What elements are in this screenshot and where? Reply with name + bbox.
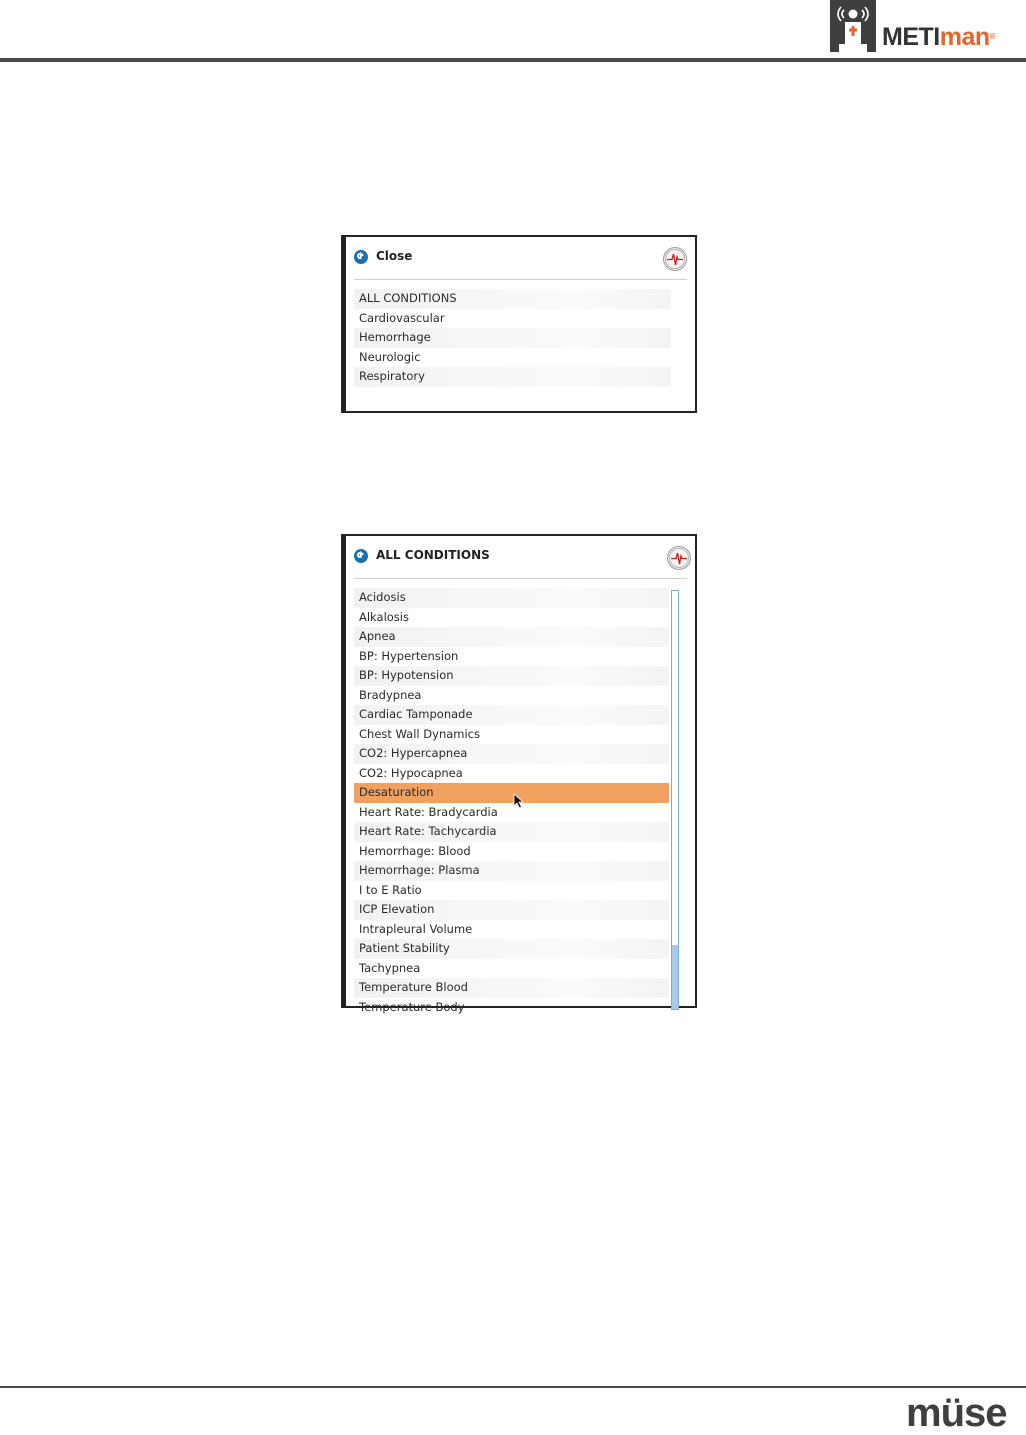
header-divider [0, 58, 1026, 62]
list-item[interactable]: Hemorrhage: Plasma [354, 861, 669, 881]
list-item[interactable]: Temperature Blood [354, 978, 669, 998]
muse-logo: müse [906, 1391, 1007, 1435]
list-item[interactable]: Temperature Body [359, 999, 465, 1014]
list-item[interactable]: Hemorrhage [354, 328, 671, 348]
list-item[interactable]: ALL CONDITIONS [354, 289, 671, 309]
list-item[interactable]: Hemorrhage: Blood [359, 843, 471, 858]
logo-registered: ® [989, 32, 996, 41]
logo-meti: METI [882, 23, 940, 51]
list-item[interactable]: Chest Wall Dynamics [359, 726, 480, 741]
panel-header [346, 536, 695, 578]
list-item[interactable]: Acidosis [354, 588, 669, 608]
list-item[interactable]: BP: Hypertension [359, 648, 459, 663]
logo-wordmark [882, 22, 995, 52]
metiman-logo [830, 0, 1016, 54]
list-item[interactable]: Cardiac Tamponade [354, 705, 669, 725]
list-item[interactable]: CO2: Hypercapnea [354, 744, 669, 764]
footer-divider [0, 1386, 1026, 1388]
close-button[interactable]: Close [376, 249, 413, 263]
scrollbar-thumb[interactable] [672, 945, 678, 1009]
list-item[interactable]: Tachypnea [359, 960, 421, 975]
panel-divider [354, 578, 687, 579]
ecg-monitor-icon[interactable] [663, 247, 687, 271]
list-item[interactable]: Cardiovascular [359, 310, 445, 325]
patient-broadcast-icon [830, 0, 876, 52]
logo-man: man [939, 23, 990, 51]
list-item[interactable]: CO2: Hypocapnea [359, 765, 463, 780]
ecg-monitor-icon[interactable] [667, 546, 691, 570]
list-item[interactable]: Neurologic [359, 349, 421, 364]
list-scrollbar[interactable] [671, 590, 679, 1010]
panel-title[interactable]: ALL CONDITIONS [376, 548, 490, 562]
panel-divider [354, 279, 687, 280]
list-item[interactable]: Alkalosis [359, 609, 409, 624]
panel-header [346, 237, 695, 279]
all-conditions-panel [341, 534, 697, 1014]
conditions-list [354, 588, 669, 1014]
list-item[interactable]: Heart Rate: Tachycardia [354, 822, 669, 842]
back-icon[interactable] [354, 250, 368, 264]
mouse-pointer-icon [513, 793, 525, 809]
list-item[interactable]: Apnea [354, 627, 669, 647]
list-item[interactable]: Patient Stability [354, 939, 669, 959]
list-item[interactable]: BP: Hypotension [354, 666, 669, 686]
list-item[interactable]: ICP Elevation [354, 900, 669, 920]
list-item[interactable]: Bradypnea [359, 687, 422, 702]
category-list [354, 289, 671, 387]
back-icon[interactable] [354, 549, 368, 563]
conditions-category-panel [341, 235, 697, 413]
list-item[interactable]: Respiratory [354, 367, 671, 387]
list-item[interactable]: I to E Ratio [359, 882, 422, 897]
list-item[interactable]: Heart Rate: Bradycardia [359, 804, 498, 819]
list-item-selected[interactable]: Desaturation [354, 783, 669, 803]
list-item[interactable]: Intrapleural Volume [359, 921, 473, 936]
